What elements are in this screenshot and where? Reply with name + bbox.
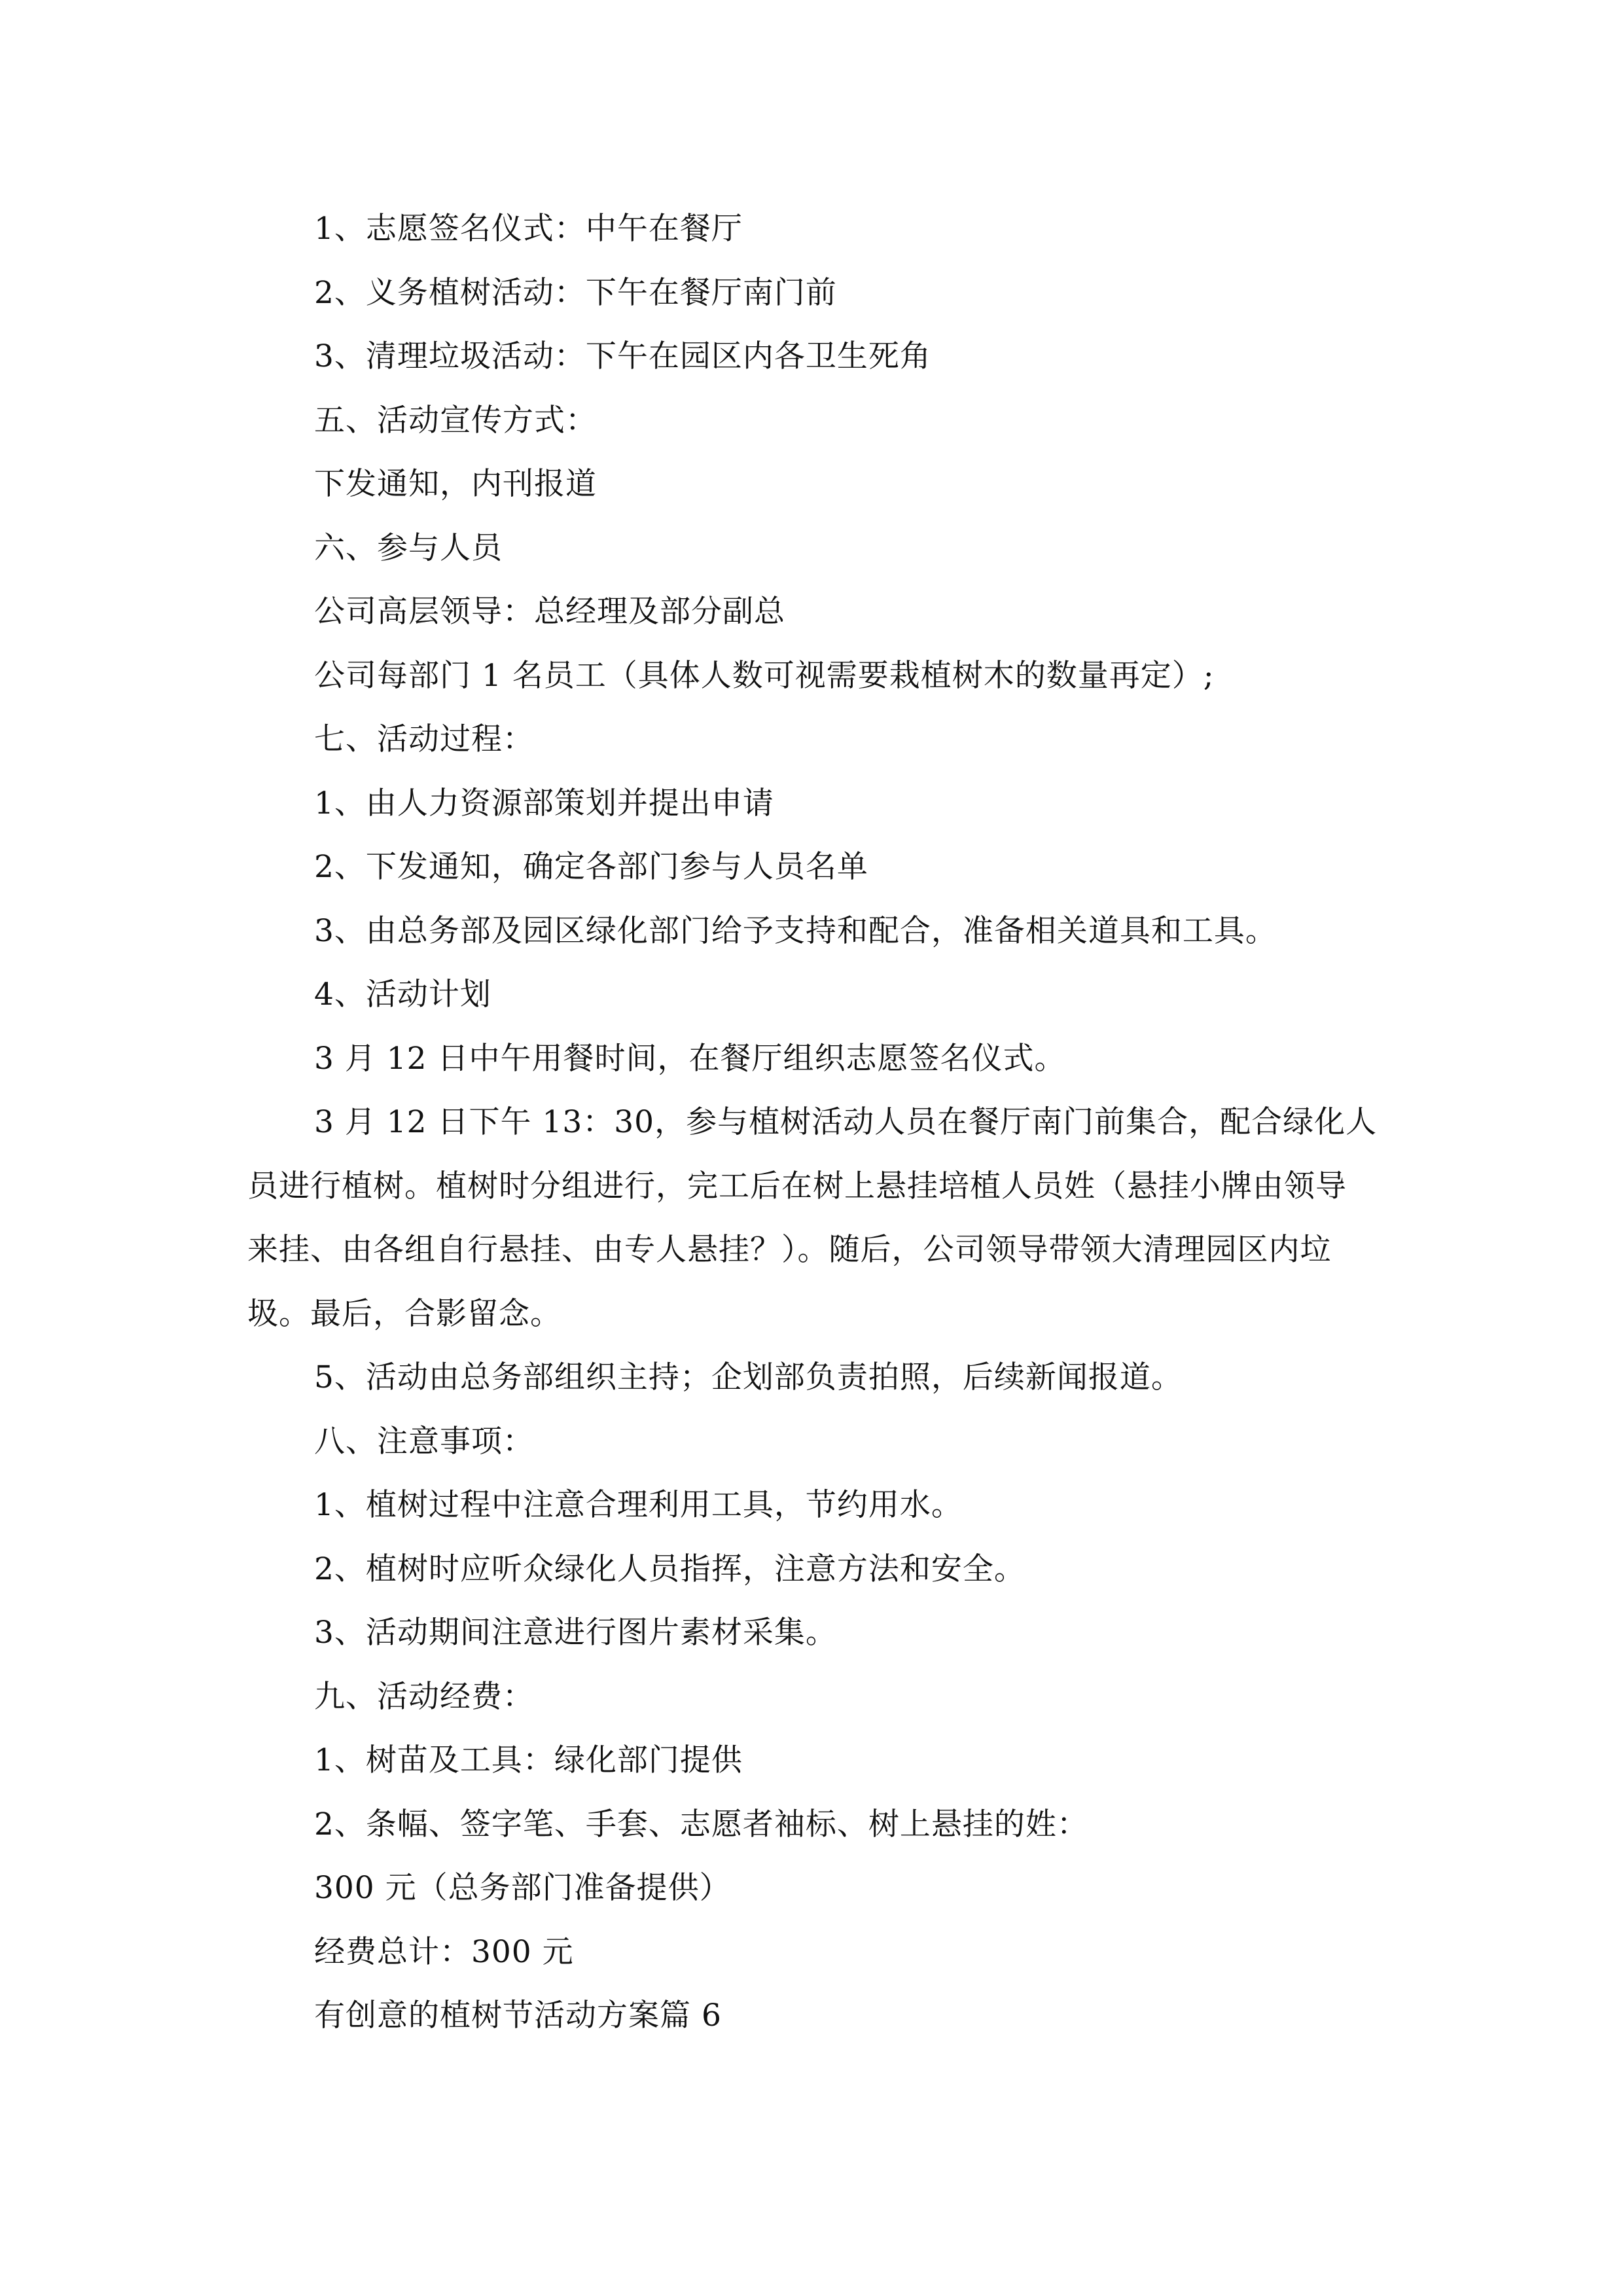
paragraph-line: 来挂、由各组自行悬挂、由专人悬挂？）。随后，公司领导带领大清理园区内垃 [247,1232,1332,1268]
paragraph-line: 3 月 12 日下午 13：30，参与植树活动人员在餐厅南门前集合，配合绿化人 [314,1104,1378,1140]
text-line: 4、活动计划 [314,977,491,1013]
text-line: 2、下发通知，确定各部门参与人员名单 [314,849,868,885]
text-line: 3、由总务部及园区绿化部门给予支持和配合，准备相关道具和工具。 [314,913,1277,949]
section-heading: 九、活动经费： [314,1679,534,1715]
section-heading: 六、参与人员 [314,530,503,566]
text-line: 1、植树过程中注意合理利用工具，节约用水。 [314,1487,963,1523]
section-heading: 八、注意事项： [314,1424,534,1460]
section-heading: 七、活动过程： [314,721,534,757]
paragraph-line: 员进行植树。植树时分组进行，完工后在树上悬挂培植人员姓（悬挂小牌由领导 [247,1168,1347,1204]
text-line: 1、树苗及工具：绿化部门提供 [314,1742,743,1778]
text-line: 3、清理垃圾活动：下午在园区内各卫生死角 [314,338,931,374]
text-line: 5、活动由总务部组织主持；企划部负责拍照，后续新闻报道。 [314,1359,1183,1395]
text-line: 2、条幅、签字笔、手套、志愿者袖标、树上悬挂的姓： [314,1806,1088,1842]
text-line: 公司每部门 1 名员工（具体人数可视需要栽植树木的数量再定）; [314,658,1215,694]
text-line: 1、志愿签名仪式：中午在餐厅 [314,211,743,247]
section-title: 有创意的植树节活动方案篇 6 [314,1998,722,2034]
text-line: 3 月 12 日中午用餐时间，在餐厅组织志愿签名仪式。 [314,1041,1066,1077]
text-line: 经费总计：300 元 [314,1934,574,1970]
paragraph-line: 圾。最后，合影留念。 [247,1296,562,1332]
text-line: 1、由人力资源部策划并提出申请 [314,785,774,821]
text-line: 2、义务植树活动：下午在餐厅南门前 [314,275,837,311]
text-line: 300 元（总务部门准备提供） [314,1870,731,1906]
section-heading: 五、活动宣传方式： [314,403,597,439]
text-line: 公司高层领导：总经理及部分副总 [314,594,785,630]
text-line: 2、植树时应听众绿化人员指挥，注意方法和安全。 [314,1551,1026,1587]
text-line: 下发通知，内刊报道 [314,466,597,502]
text-line: 3、活动期间注意进行图片素材采集。 [314,1615,837,1651]
